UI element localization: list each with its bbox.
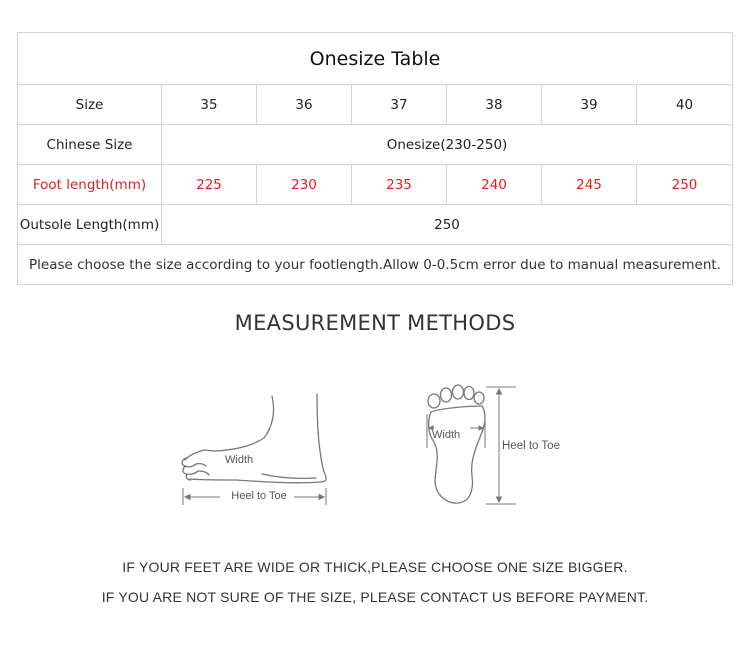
- foot-length-cell: 230: [257, 165, 352, 205]
- footer-advice-contact: IF YOU ARE NOT SURE OF THE SIZE, PLEASE CONTACT US BEFORE PAYMENT.: [101, 589, 649, 605]
- foot-length-cell: 225: [162, 165, 257, 205]
- side-length-label: Heel to Toe: [224, 490, 294, 502]
- foot-length-cell: 235: [352, 165, 447, 205]
- note-row: [18, 245, 733, 285]
- outsole-length-row: [18, 205, 733, 245]
- side-view-diagram: [176, 384, 336, 509]
- size-cell: 37: [352, 85, 447, 125]
- measurement-heading: MEASUREMENT METHODS: [234, 311, 516, 335]
- footer-advice-wide-feet: IF YOUR FEET ARE WIDE OR THICK,PLEASE CHOOSE ONE SIZE BIGGER.: [122, 559, 628, 575]
- size-row-label: Size: [18, 85, 162, 125]
- size-cell: 36: [257, 85, 352, 125]
- sole-view-diagram: [418, 380, 560, 508]
- size-cell: 38: [447, 85, 542, 125]
- outsole-length-value: 250: [162, 205, 733, 245]
- size-row: [18, 85, 733, 125]
- size-cell: 40: [637, 85, 733, 125]
- size-table: [17, 32, 733, 285]
- foot-length-cell: 240: [447, 165, 542, 205]
- foot-length-cell: 250: [637, 165, 733, 205]
- foot-length-row: [18, 165, 733, 205]
- chinese-size-value: Onesize(230-250): [162, 125, 733, 165]
- outsole-length-label: Outsole Length(mm): [18, 205, 162, 245]
- foot-length-cell: 245: [542, 165, 637, 205]
- sole-length-label: Heel to Toe: [502, 440, 560, 452]
- size-note: Please choose the size according to your footlength.Allow 0-0.5cm error due to manual measurement.: [18, 245, 733, 285]
- sole-width-label: Width: [432, 429, 461, 441]
- chinese-size-label: Chinese Size: [18, 125, 162, 165]
- foot-length-label: Foot length(mm): [18, 165, 162, 205]
- chinese-size-row: [18, 125, 733, 165]
- table-title: Onesize Table: [18, 33, 733, 85]
- size-cell: 39: [542, 85, 637, 125]
- size-cell: 35: [162, 85, 257, 125]
- table-title-row: [18, 33, 733, 85]
- side-width-label: Width: [225, 454, 254, 466]
